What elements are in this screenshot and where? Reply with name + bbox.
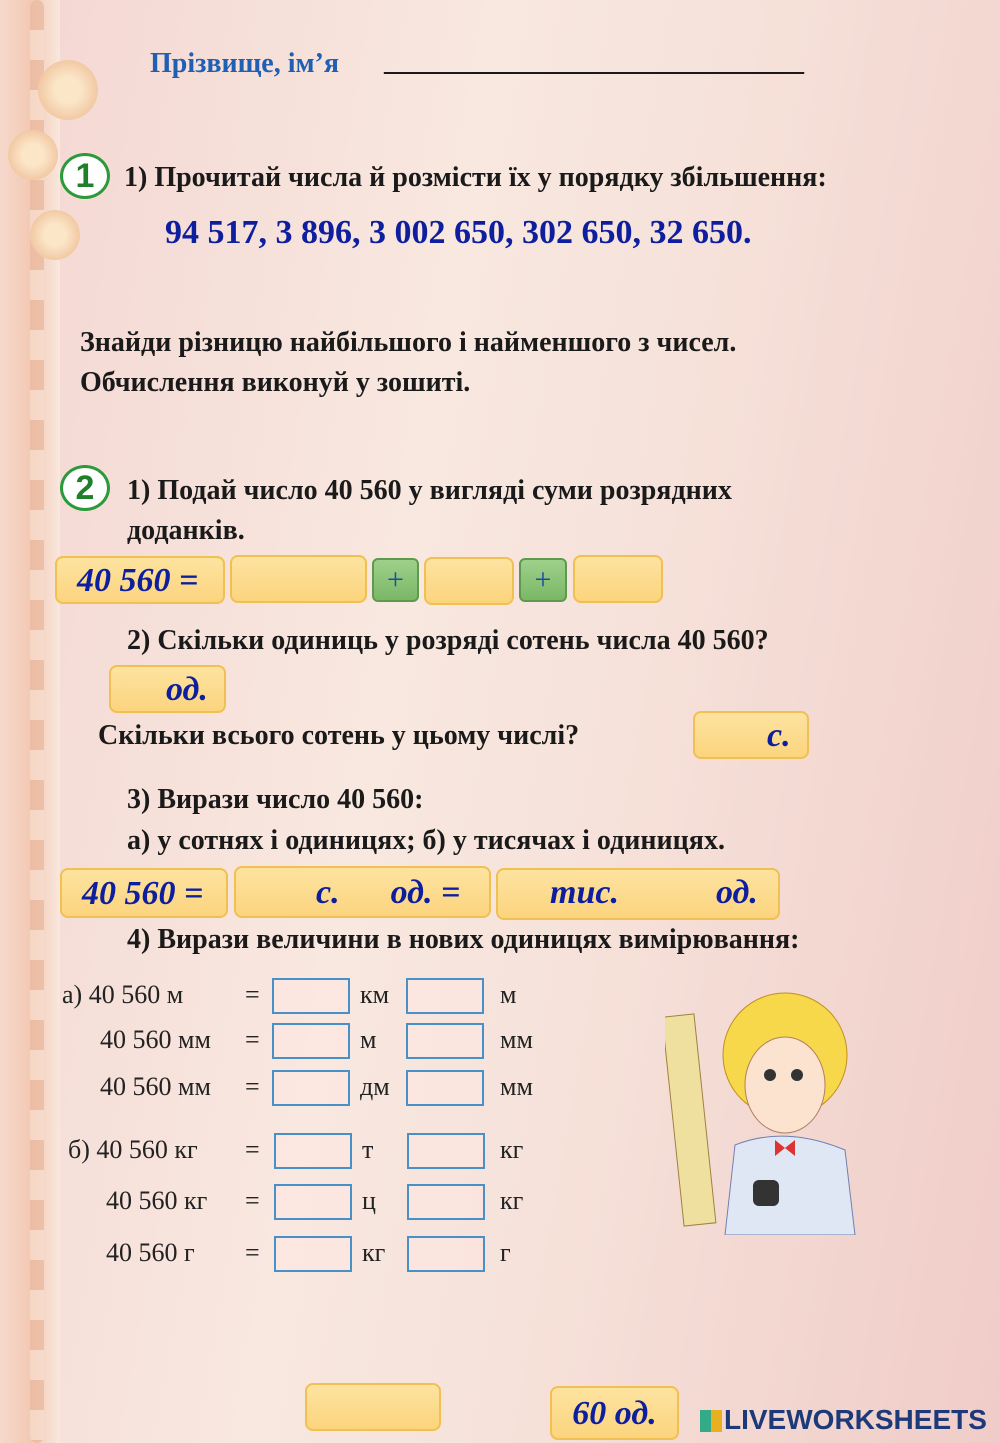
unit-label-1: ц: [362, 1186, 376, 1215]
equals-sign: =: [245, 1072, 260, 1101]
unit-label-2: кг: [500, 1135, 524, 1164]
unit-label-2: мм: [500, 1072, 533, 1101]
equals-sign: =: [245, 1135, 260, 1164]
q3-text-2: а) у сотнях і одиницях; б) у тисячах і одиницях.: [127, 825, 725, 856]
measure-input-1[interactable]: [272, 1070, 350, 1106]
measure-input-2[interactable]: [407, 1184, 485, 1220]
measure-label: 40 560 кг: [106, 1186, 208, 1215]
plus-sign: +: [519, 558, 567, 602]
measure-input-2[interactable]: [407, 1236, 485, 1272]
equals-sign: =: [245, 1238, 260, 1267]
thousands-label: тис.: [550, 874, 619, 911]
sum-term-input-1[interactable]: [230, 555, 367, 603]
q4-text: 4) Вирази величини в нових одиницях вимірювання:: [127, 924, 800, 955]
unit-label-1: дм: [360, 1072, 390, 1101]
unit-label-1: км: [360, 980, 390, 1009]
unit-label-2: г: [500, 1238, 511, 1267]
unit-label-1: т: [362, 1135, 374, 1164]
measure-label: 40 560 мм: [100, 1072, 211, 1101]
name-line[interactable]: ______________________________: [384, 46, 804, 77]
units-input[interactable]: од.: [109, 665, 226, 713]
unit-label-2: м: [500, 980, 517, 1009]
numbers-list: 94 517, 3 896, 3 002 650, 302 650, 32 650.: [165, 214, 752, 251]
boy-with-ruler-illustration: [665, 985, 895, 1235]
units-label: од.: [716, 874, 758, 911]
task-number-badge: 2: [60, 465, 110, 511]
unit-label-2: кг: [500, 1186, 524, 1215]
answer-drop-slot[interactable]: [305, 1383, 441, 1431]
thousands-units-input[interactable]: [496, 868, 780, 920]
flower-icon: [38, 60, 98, 120]
q1-text: 1) Подай число 40 560 у вигляді суми розрядних: [127, 475, 732, 506]
liveworksheets-logo: LIVEWORKSHEETS: [724, 1404, 987, 1435]
measure-input-1[interactable]: [274, 1133, 352, 1169]
measure-label: 40 560 мм: [100, 1025, 211, 1054]
sum-term-input-3[interactable]: [573, 555, 663, 603]
measure-label: а) 40 560 м: [62, 980, 184, 1009]
measure-input-1[interactable]: [272, 1023, 350, 1059]
q1-text-2: доданків.: [127, 515, 245, 546]
liveworksheets-logo-icon: [700, 1410, 722, 1432]
unit-label-1: м: [360, 1025, 377, 1054]
q3-text: 3) Вирази число 40 560:: [127, 784, 424, 815]
diff-instruction-2: Обчислення виконуй у зошиті.: [80, 367, 471, 398]
measure-input-2[interactable]: [406, 1023, 484, 1059]
diff-instruction: Знайди різницю найбільшого і найменшого з чисел.: [80, 327, 737, 358]
unit-label-1: кг: [362, 1238, 386, 1267]
measure-input-2[interactable]: [406, 1070, 484, 1106]
expr-lhs: 40 560 =: [60, 868, 228, 918]
flower-icon: [30, 210, 80, 260]
task1-instruction: 1) Прочитай числа й розмісти їх у порядку збільшення:: [124, 162, 827, 193]
sum-lhs: 40 560 =: [55, 556, 225, 604]
measure-label: б) 40 560 кг: [68, 1135, 198, 1164]
measure-input-1[interactable]: [274, 1184, 352, 1220]
hundreds-input[interactable]: с.: [693, 711, 809, 759]
q2b-text: Скільки всього сотень у цьому числі?: [98, 720, 580, 751]
unit-label-2: мм: [500, 1025, 533, 1054]
equals-sign: =: [245, 1186, 260, 1215]
plus-sign: +: [372, 558, 419, 602]
measure-label: 40 560 г: [106, 1238, 195, 1267]
q2-text: 2) Скільки одиниць у розряді сотень числа 40 560?: [127, 625, 769, 656]
measure-input-2[interactable]: [407, 1133, 485, 1169]
draggable-answer-tile[interactable]: 60 од.: [550, 1386, 679, 1440]
task-number-badge: 1: [60, 153, 110, 199]
equals-sign: =: [245, 1025, 260, 1054]
flower-icon: [8, 130, 58, 180]
measure-input-1[interactable]: [274, 1236, 352, 1272]
measure-input-2[interactable]: [406, 978, 484, 1014]
sum-term-input-2[interactable]: [424, 557, 514, 605]
equals-sign: =: [245, 980, 260, 1009]
measure-input-1[interactable]: [272, 978, 350, 1014]
hundreds-units-input[interactable]: с. од. =: [234, 866, 491, 918]
name-label: Прізвище, ім’я: [150, 48, 340, 79]
